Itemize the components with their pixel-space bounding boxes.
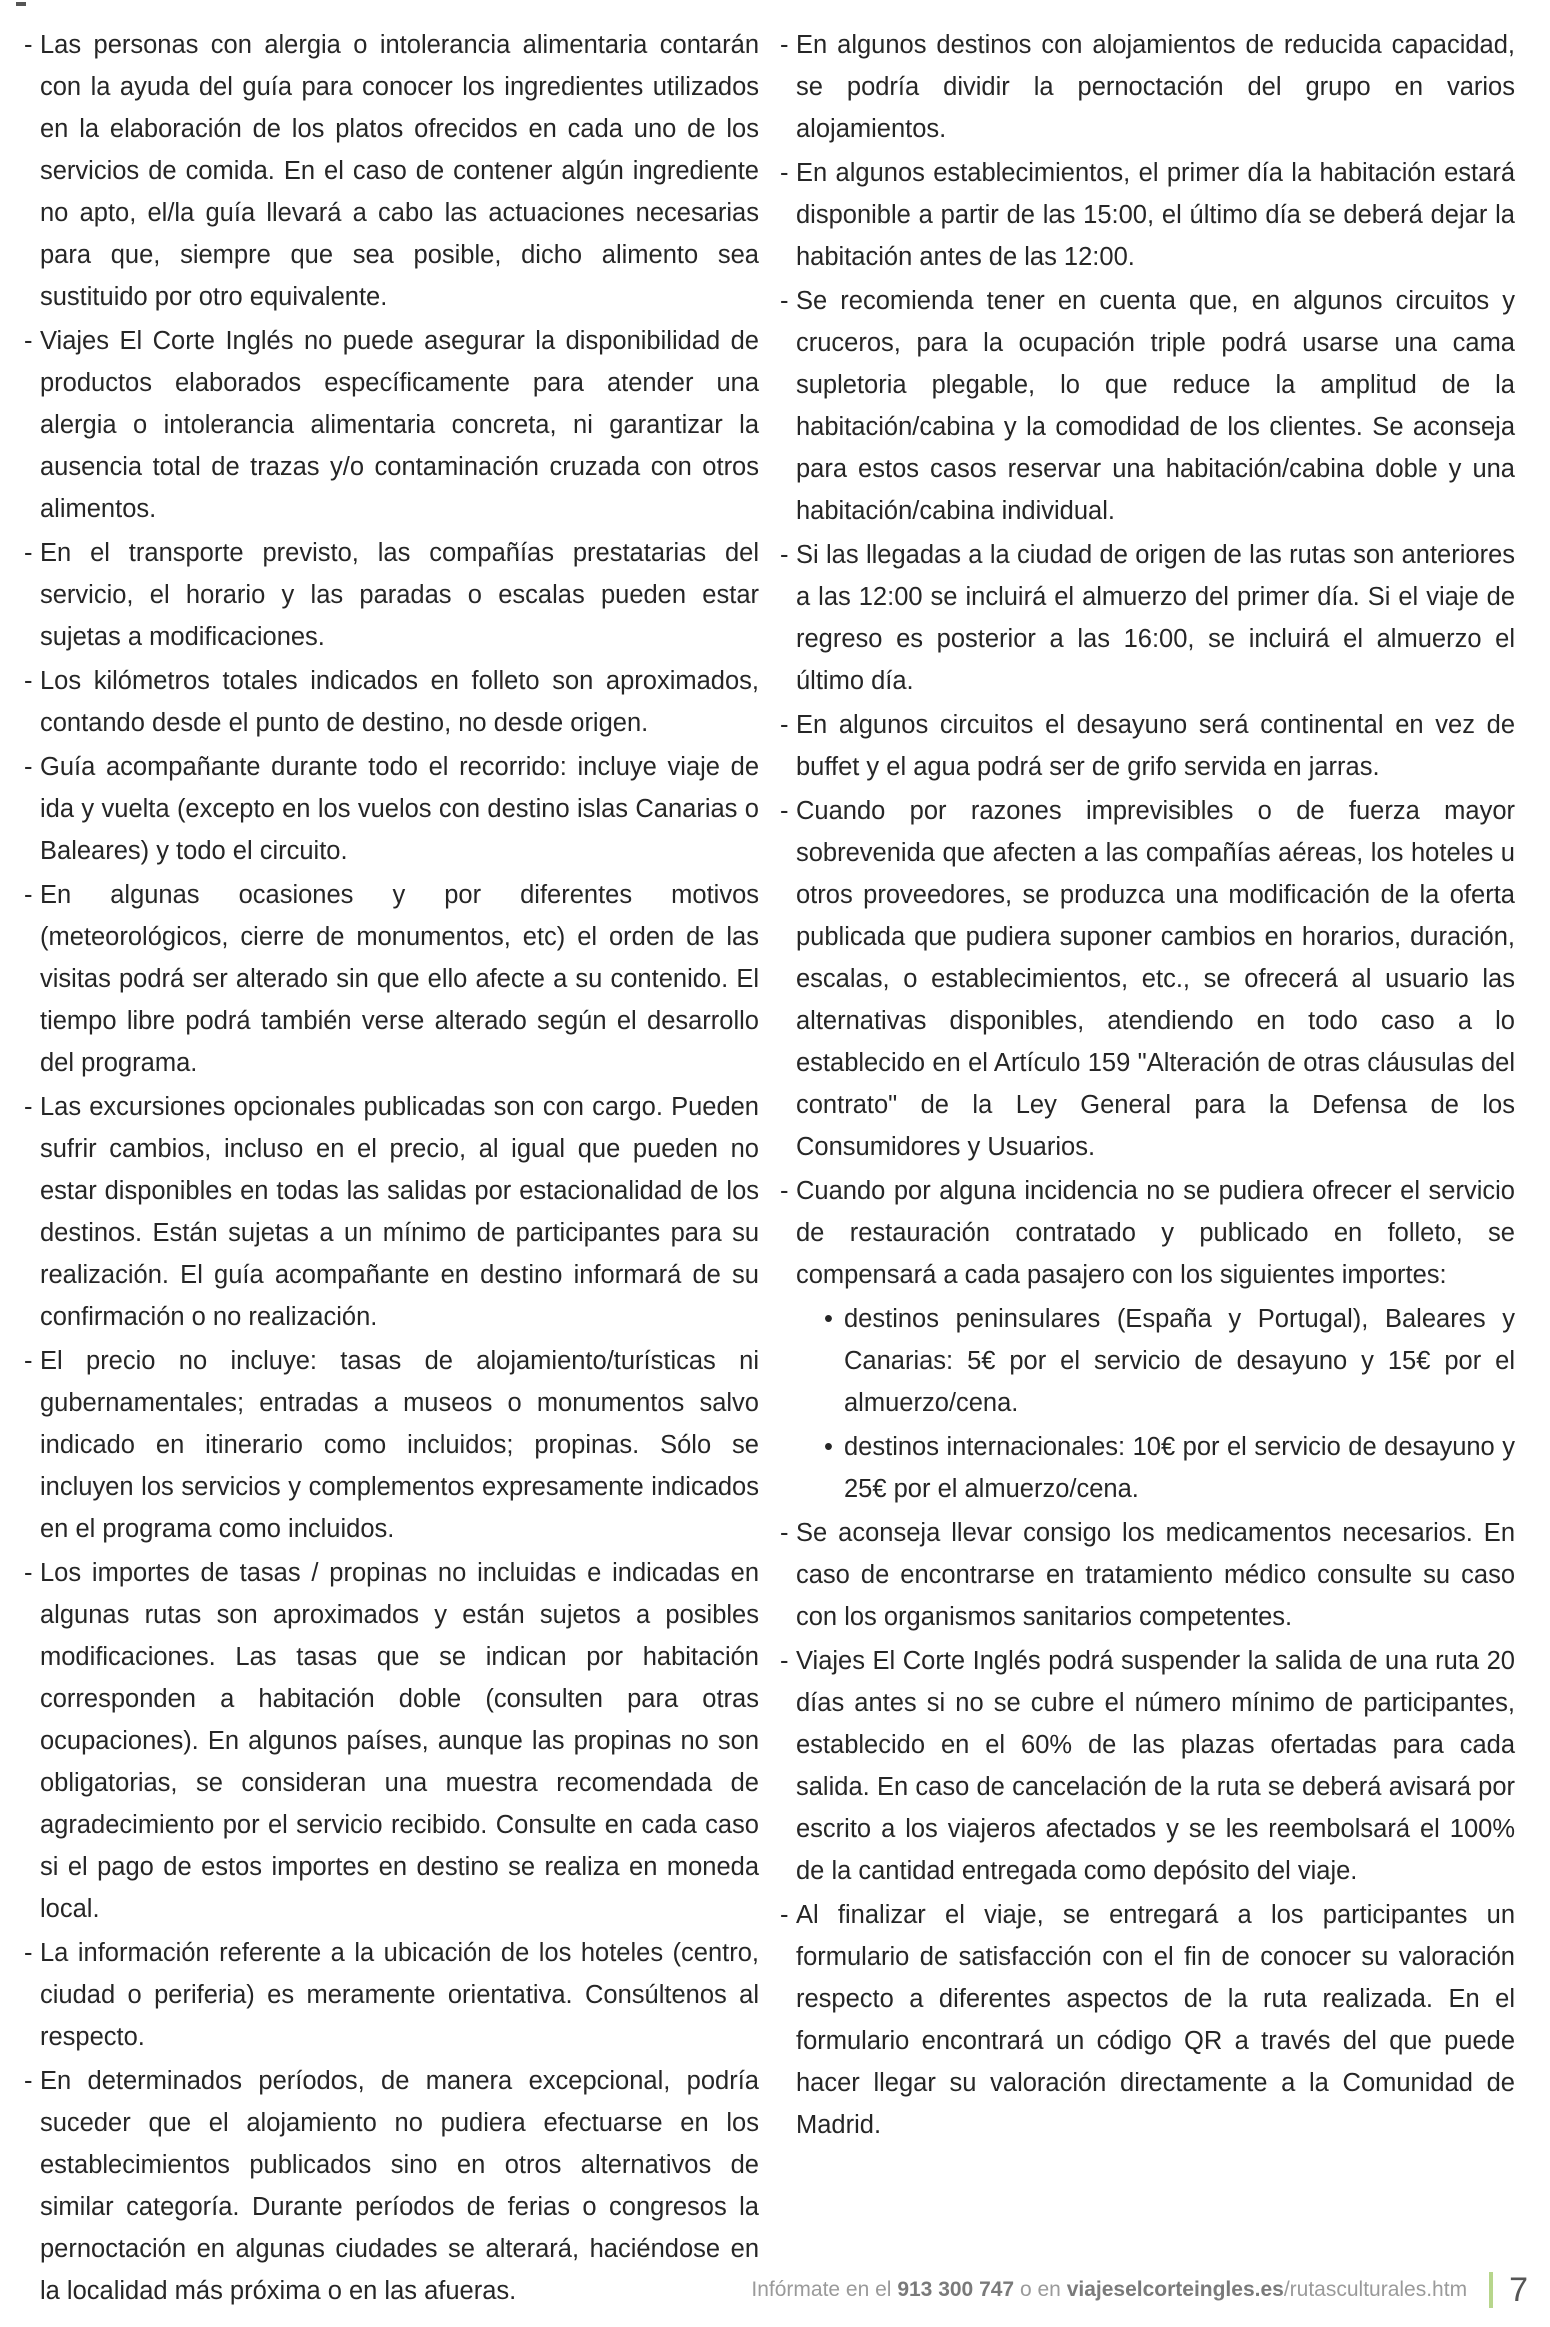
list-item — [24, 24, 759, 318]
dash-marker: - — [24, 1939, 33, 1967]
item-text: Los importes de tasas / propinas no incluidas e indicadas en algunas rutas son aproximados y están sujetos a posibles modificaciones. Las tasas que se indican por habitación corresponden a habitación doble (consulten para otras ocupaciones). En algunos países, aunque las propinas no son obligatorias, se consideran una muestra recomendada de agradecimiento por el servicio recibido. Consulte en cada caso si el pago de estos importes en destino se realiza en moneda local. — [40, 1559, 759, 1923]
dash-marker: - — [780, 1519, 789, 1547]
dash-marker: - — [780, 797, 789, 825]
dash-marker: - — [780, 1647, 789, 1675]
dash-marker: - — [24, 539, 33, 567]
item-text: Si las llegadas a la ciudad de origen de las rutas son anteriores a las 12:00 se incluirá el almuerzo del primer día. Si el viaje de regreso es posterior a las 16:00, se incluirá el almuerzo el último día. — [796, 541, 1515, 695]
dash-marker: - — [24, 881, 33, 909]
list-item — [24, 532, 759, 658]
bullet-marker: • — [824, 1433, 833, 1461]
item-text: destinos peninsulares (España y Portugal), Baleares y Canarias: 5€ por el servicio de desayuno y 15€ por el almuerzo/cena. — [844, 1305, 1515, 1417]
item-text: destinos internacionales: 10€ por el servicio de desayuno y 25€ por el almuerzo/cena. — [844, 1433, 1515, 1503]
list-item — [24, 1340, 759, 1550]
list-item — [24, 1932, 759, 2058]
list-item — [24, 1552, 759, 1930]
item-text: En algunas ocasiones y por diferentes motivos (meteorológicos, cierre de monumentos, etc) el orden de las visitas podrá ser alterado sin que ello afecte a su contenido. El tiempo libre podrá también verse alterado según el desarrollo del programa. — [40, 881, 759, 1077]
dash-marker: - — [780, 541, 789, 569]
list-item — [24, 320, 759, 530]
list-item — [780, 1170, 1515, 1296]
list-item — [780, 1512, 1515, 1638]
item-text: El precio no incluye: tasas de alojamiento/turísticas ni gubernamentales; entradas a museos o monumentos salvo indicado en itinerario como incluidos; propinas. Sólo se incluyen los servicios y complementos expresamente indicados en el programa como incluidos. — [40, 1347, 759, 1543]
footer-middle: o en — [1019, 2278, 1061, 2301]
dash-marker: - — [780, 711, 789, 739]
item-text: La información referente a la ubicación de los hoteles (centro, ciudad o periferia) es meramente orientativa. Consúltenos al respecto. — [40, 1939, 759, 2051]
dash-marker: - — [24, 31, 33, 59]
dash-marker: - — [24, 753, 33, 781]
item-text: En algunos establecimientos, el primer día la habitación estará disponible a partir de las 15:00, el último día se deberá dejar la habitación antes de las 12:00. — [796, 159, 1515, 271]
list-item — [780, 24, 1515, 150]
footer-prefix: Infórmate en el — [751, 2278, 892, 2301]
footer-phone: 913 300 747 — [897, 2278, 1015, 2301]
item-text: En algunos destinos con alojamientos de reducida capacidad, se podría dividir la pernoctación del grupo en varios alojamientos. — [796, 31, 1515, 143]
item-text: En algunos circuitos el desayuno será continental en vez de buffet y el agua podrá ser de grifo servida en jarras. — [796, 711, 1515, 781]
page-number: 7 — [1509, 2270, 1528, 2309]
dash-marker: - — [780, 287, 789, 315]
item-text: Las personas con alergia o intolerancia alimentaria contarán con la ayuda del guía para conocer los ingredientes utilizados en la elaboración de los platos ofrecidos en cada uno de los servicios de comida. En el caso de contener algún ingrediente no apto, el/la guía llevará a cabo las actuaciones necesarias para que, siempre que sea posible, dicho alimento sea sustituido por otro equivalente. — [40, 31, 759, 311]
list-item — [24, 2060, 759, 2312]
list-item — [780, 704, 1515, 788]
dash-marker: - — [24, 1347, 33, 1375]
list-item — [780, 534, 1515, 702]
dash-marker: - — [24, 327, 33, 355]
list-item — [780, 1894, 1515, 2146]
item-text: Al finalizar el viaje, se entregará a los participantes un formulario de satisfacción con el fin de conocer su valoración respecto a diferentes aspectos de la ruta realizada. En el formulario encontrará un código QR a través del que puede hacer llegar su valoración directamente a la Comunidad de Madrid. — [796, 1901, 1515, 2139]
dash-marker: - — [24, 1559, 33, 1587]
list-item — [24, 746, 759, 872]
list-item — [780, 152, 1515, 278]
item-text: Se recomienda tener en cuenta que, en algunos circuitos y cruceros, para la ocupación triple podrá usarse una cama supletoria plegable, lo que reduce la amplitud de la habitación/cabina y la comodidad de los clientes. Se aconseja para estos casos reservar una habitación/cabina doble y una habitación/cabina individual. — [796, 287, 1515, 525]
bullet-marker: • — [824, 1305, 833, 1333]
item-text: Cuando por razones imprevisibles o de fuerza mayor sobrevenida que afecten a las compañías aéreas, los hoteles u otros proveedores, se produzca una modificación de la oferta publicada que pudiera suponer cambios en horarios, duración, escalas, o establecimientos, etc., se ofrecerá al usuario las alternativas disponibles, atendiendo en todo caso a lo establecido en el Artículo 159 "Alteración de otras cláusulas del contrato" de la Ley General para la Defensa de los Consumidores y Usuarios. — [796, 797, 1515, 1161]
item-text: Guía acompañante durante todo el recorrido: incluye viaje de ida y vuelta (excepto en los vuelos con destino islas Canarias o Baleares) y todo el circuito. — [40, 753, 759, 865]
dash-marker: - — [780, 31, 789, 59]
item-text: En el transporte previsto, las compañías prestatarias del servicio, el horario y las paradas o escalas pueden estar sujetas a modificaciones. — [40, 539, 759, 651]
item-text: En determinados períodos, de manera excepcional, podría suceder que el alojamiento no pudiera efectuarse en los establecimientos publicados sino en otros alternativos de similar categoría. Durante períodos de ferias o congresos la pernoctación en algunas ciudades se alterará, haciéndose en la localidad más próxima o en las afueras. — [40, 2067, 759, 2305]
list-item — [24, 1086, 759, 1338]
item-text: Cuando por alguna incidencia no se pudiera ofrecer el servicio de restauración contratado y publicado en folleto, se compensará a cada pasajero con los siguientes importes: — [796, 1177, 1515, 1289]
item-text: Viajes El Corte Inglés no puede asegurar la disponibilidad de productos elaborados específicamente para atender una alergia o intolerancia alimentaria concreta, ni garantizar la ausencia total de trazas y/o contaminación cruzada con otros alimentos. — [40, 327, 759, 523]
list-item — [24, 874, 759, 1084]
item-text: Los kilómetros totales indicados en folleto son aproximados, contando desde el punto de destino, no desde origen. — [40, 667, 759, 737]
footer-website-link[interactable]: viajeselcorteingles.es — [1066, 2278, 1284, 2301]
list-item — [780, 280, 1515, 532]
page-footer — [751, 2270, 1528, 2310]
list-item — [780, 1640, 1515, 1892]
dash-marker: - — [24, 2067, 33, 2095]
sub-list-item — [780, 1298, 1515, 1424]
footer-website-path[interactable]: /rutasculturales.htm — [1283, 2278, 1468, 2301]
footer-separator — [1489, 2272, 1493, 2308]
item-text: Se aconseja llevar consigo los medicamentos necesarios. En caso de encontrarse en tratamiento médico consulte su caso con los organismos sanitarios competentes. — [796, 1519, 1515, 1631]
list-item — [24, 660, 759, 744]
item-text: Viajes El Corte Inglés podrá suspender la salida de una ruta 20 días antes si no se cubre el número mínimo de participantes, establecido en el 60% de las plazas ofertadas para cada salida. En caso de cancelación de la ruta se deberá avisará por escrito a los viajeros afectados y se les reembolsará el 100% de la cantidad entregada como depósito del viaje. — [796, 1647, 1515, 1885]
list-item — [780, 790, 1515, 1168]
dash-marker: - — [780, 1901, 789, 1929]
dash-marker: - — [780, 1177, 789, 1205]
item-text: Las excursiones opcionales publicadas son con cargo. Pueden sufrir cambios, incluso en el precio, al igual que pueden no estar disponibles en todas las salidas por estacionalidad de los destinos. Están sujetas a un mínimo de participantes para su realización. El guía acompañante en destino informará de su confirmación o no realización. — [40, 1093, 759, 1331]
page-corner-mark — [16, 2, 26, 6]
dash-marker: - — [780, 159, 789, 187]
sub-list-item — [780, 1426, 1515, 1510]
right-column — [780, 24, 1515, 2148]
dash-marker: - — [24, 1093, 33, 1121]
dash-marker: - — [24, 667, 33, 695]
left-column — [24, 24, 759, 2314]
